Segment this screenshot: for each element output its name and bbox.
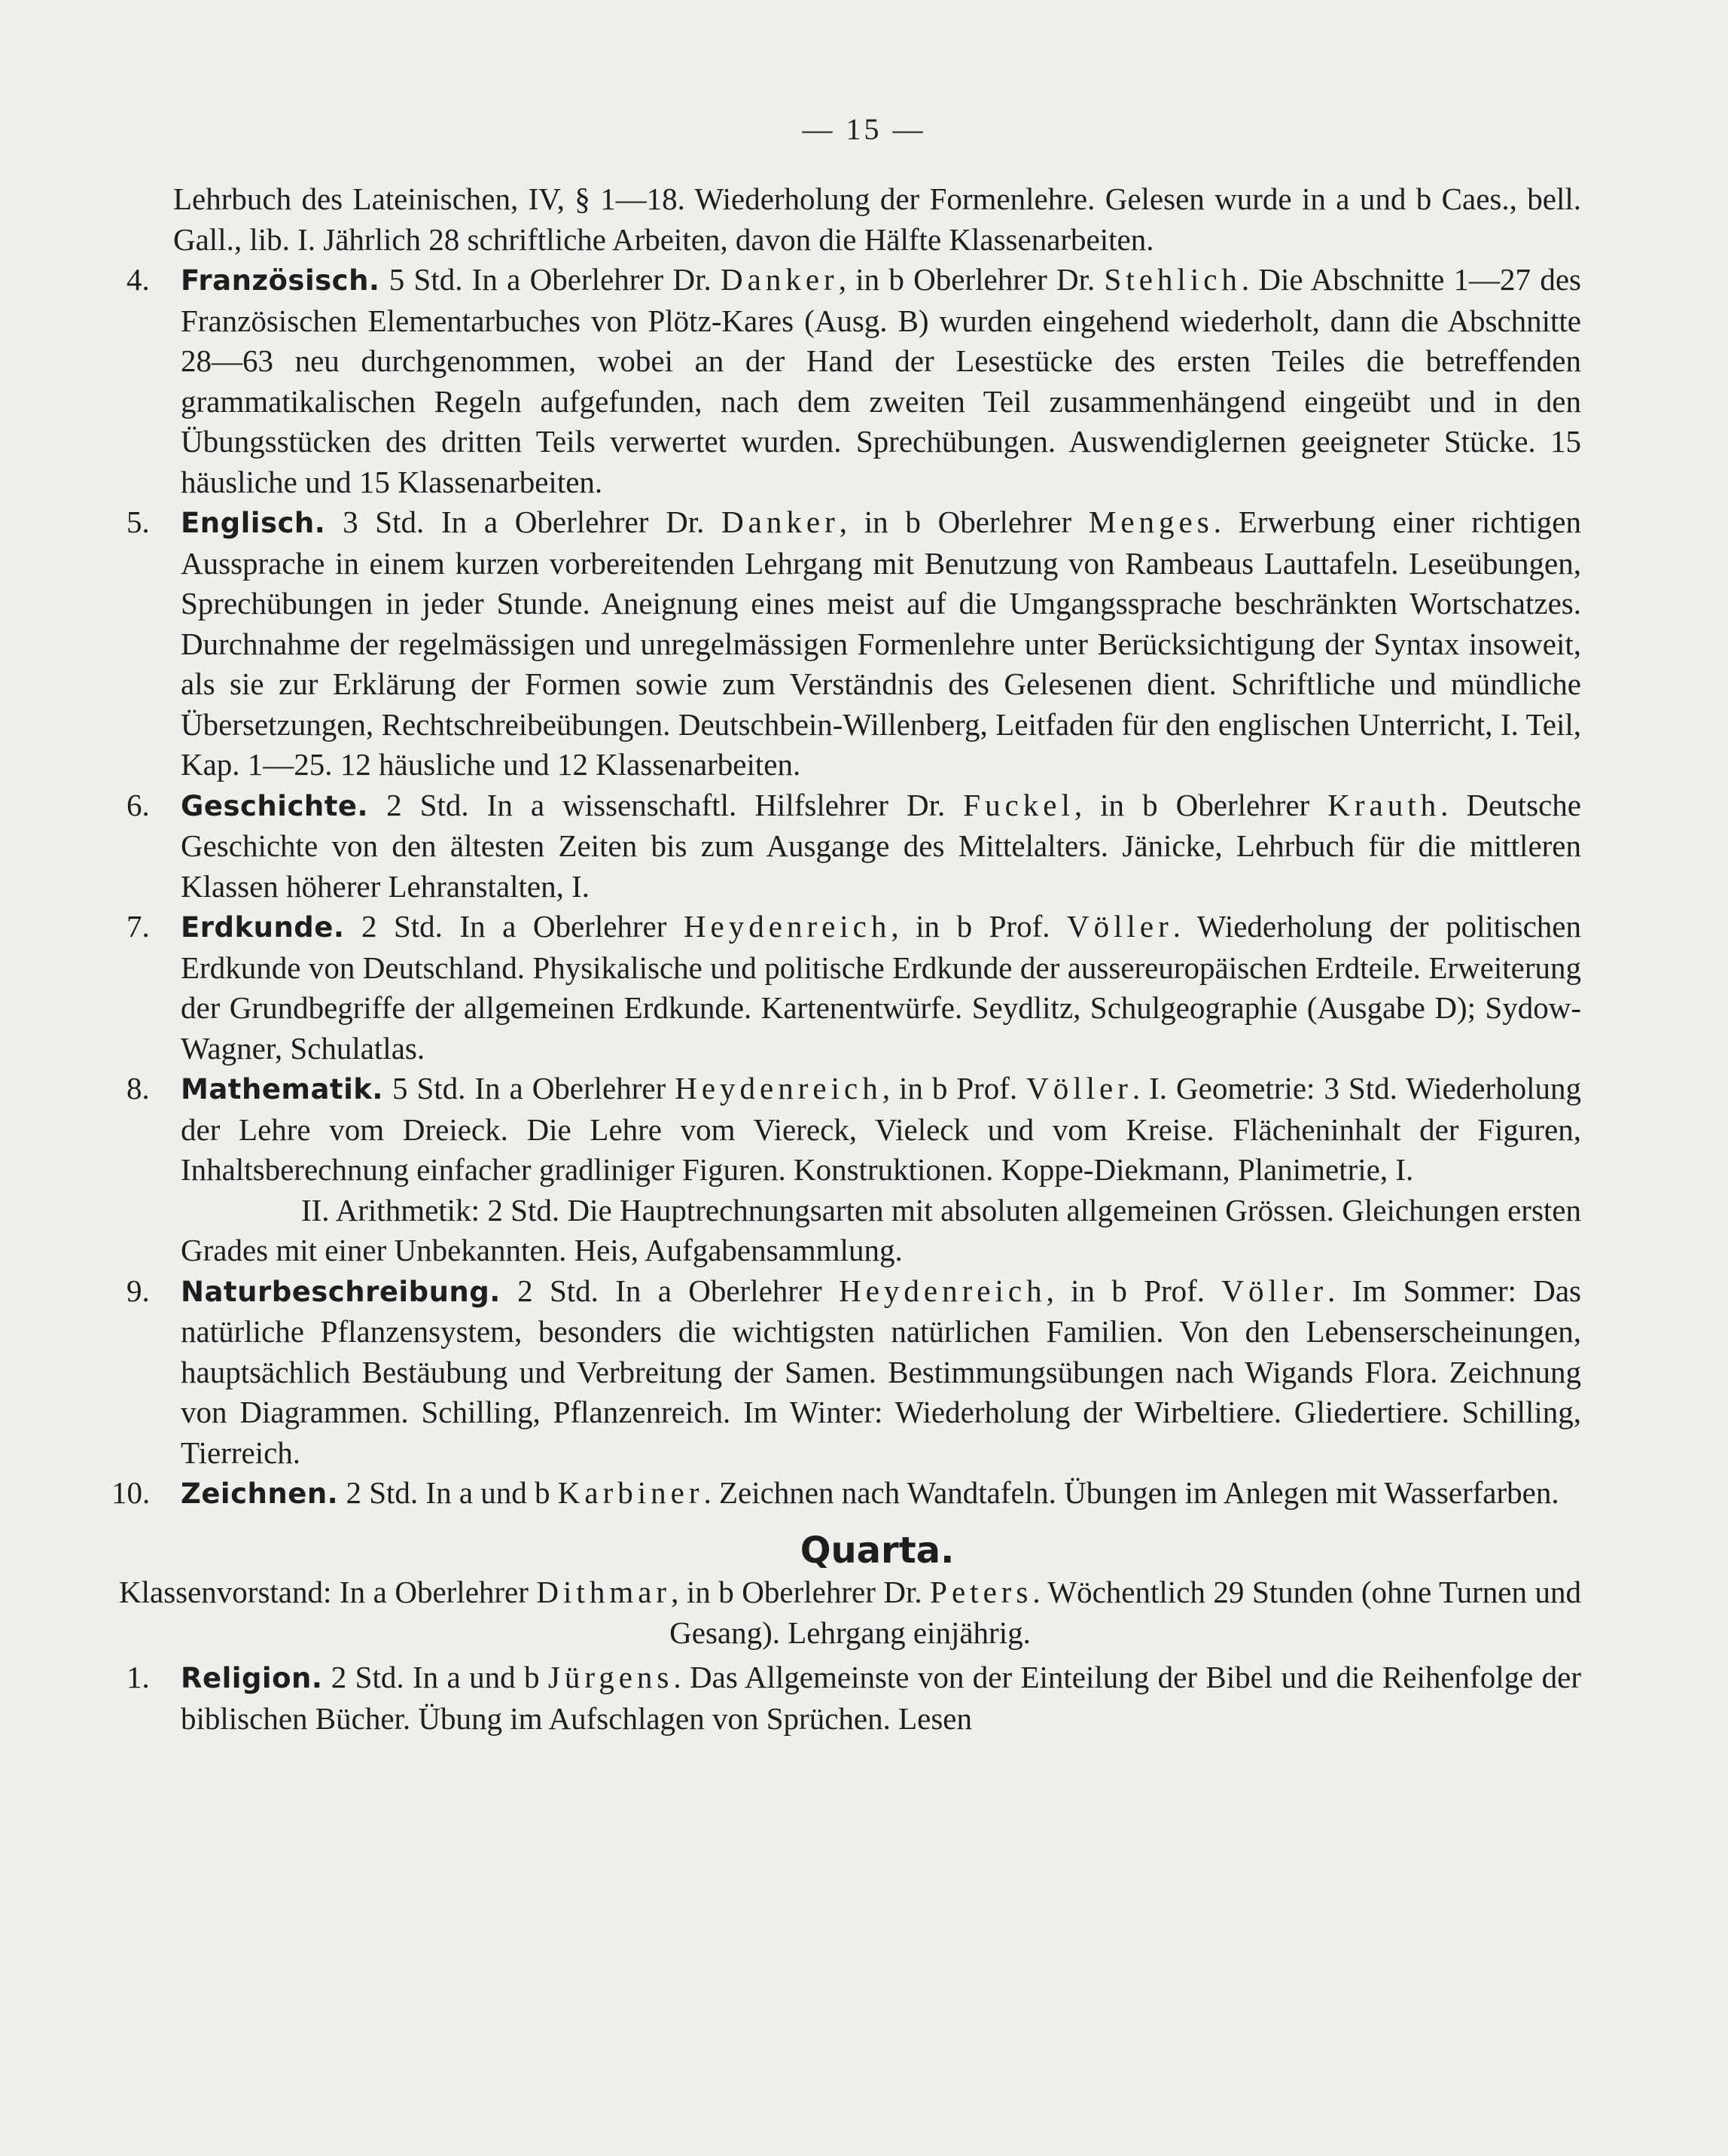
teacher-name: Völler	[1221, 1273, 1328, 1308]
teacher-name: Heydenreich	[675, 1071, 882, 1105]
item-text: 2 Std. In a und b	[322, 1660, 548, 1694]
teacher-name: Danker	[721, 505, 840, 539]
item-text: 2 Std. In a und b	[338, 1475, 558, 1510]
item-text: . Zeichnen nach Wandtafeln. Übungen im Anlegen mit Wasserfarben.	[703, 1475, 1559, 1510]
teacher-name: Jürgens	[547, 1660, 674, 1694]
teacher-name: Menges	[1088, 505, 1214, 539]
teacher-name: Völler	[1026, 1071, 1132, 1105]
subject-heading: Englisch.	[181, 507, 326, 539]
subject-heading: Geschichte.	[181, 789, 369, 822]
item-number: 5.	[126, 505, 150, 539]
teacher-name: Krauth	[1327, 787, 1441, 822]
page-number: — 15 —	[802, 112, 926, 146]
item-text: , in b Prof.	[882, 1071, 1027, 1105]
item-text: 5 Std. In a Oberlehrer Dr.	[379, 262, 721, 297]
item-text: , in b Oberlehrer Dr.	[838, 262, 1105, 297]
teacher-name: Völler	[1067, 909, 1173, 944]
item-text: . Im Sommer: Das natürliche Pflanzensystem, besonders die wichtigsten natürlichen Familien. Von den Lebenserscheinungen, hauptsächlich Bestäubung und Verbreitung der Samen. Bestimmungsübungen nach Wigands Flora. Zeichnung von Diagrammen. Schilling, Pflanzenreich. Im Winter: Wiederholung der Wirbeltiere. Gliedertiere. Schilling, Tierreich.	[181, 1273, 1581, 1470]
class-info	[119, 1572, 1581, 1653]
class-info-text: . Wöchentlich 29 Stunden (ohne Turnen und Gesang). Lehrgang einjährig.	[669, 1575, 1581, 1650]
teacher-name: Karbiner	[557, 1475, 704, 1510]
item-text: . I. Geometrie: 3 Std. Wiederholung der Lehre vom Dreieck. Die Lehre vom Viereck, Vieleck und vom Kreise. Flächeninhalt der Figuren, Inhaltsberechnung einfacher gradliniger Figuren. Konstruktionen. Koppe-Diekmann, Planimetrie, I.	[181, 1071, 1582, 1187]
item-number: 9.	[126, 1273, 150, 1308]
item-number: 7.	[126, 909, 150, 944]
subject-heading: Naturbeschreibung.	[181, 1275, 501, 1308]
list-item-zeichnen	[111, 1473, 1581, 1514]
teacher-name: Stehlich	[1104, 262, 1242, 297]
item-text: 3 Std. In a Oberlehrer Dr.	[325, 505, 722, 539]
item-text: , in b Oberlehrer	[1074, 787, 1328, 822]
class-info-text: Klassenvorstand: In a Oberlehrer	[119, 1575, 537, 1609]
item-text: 5 Std. In a Oberlehrer	[382, 1071, 675, 1105]
subject-heading: Französisch.	[181, 264, 380, 297]
item-number: 4.	[126, 262, 150, 297]
item-text: 2 Std. In a wissenschaftl. Hilfslehrer Dr.	[368, 787, 964, 822]
section-title: Quarta.	[800, 1529, 955, 1572]
teacher-name: Peters	[930, 1575, 1033, 1609]
subject-heading: Religion.	[181, 1662, 323, 1694]
list-item-mathematik	[126, 1069, 1582, 1191]
subject-heading: Erdkunde.	[181, 911, 345, 944]
page-body	[111, 179, 1582, 1739]
list-item-religion	[126, 1657, 1582, 1739]
teacher-name: Fuckel	[963, 787, 1074, 822]
arithmetik-paragraph: II. Arithmetik: 2 Std. Die Hauptrechnungsarten mit absoluten allgemeinen Grössen. Gleichungen ersten Grades mit einer Unbekannten. Heis, Aufgabensammlung.	[181, 1192, 1581, 1267]
intro-paragraph: Lehrbuch des Lateinischen, IV, § 1—18. Wiederholung der Formenlehre. Gelesen wurde in a und b Caes., bell. Gall., lib. I. Jährlich 28 schriftliche Arbeiten, davon die Hälfte Klassenarbeiten.	[173, 181, 1581, 257]
item-text: . Die Abschnitte 1—27 des Französischen Elementarbuches von Plötz-Kares (Ausg. B) wurden eingehend wiederholt, dann die Abschnitte 28—63 neu durchgenommen, wobei an der Hand der Lesestücke des ersten Teiles die betreffenden grammatikalischen Regeln aufgefunden, nach dem zweiten Teil zusammenhängend eingeübt und in den Übungsstücken des dritten Teils verwertet wurden. Sprechübungen. Auswendiglernen geeigneter Stücke. 15 häusliche und 15 Klassenarbeiten.	[181, 262, 1581, 499]
item-text: . Wiederholung der politischen Erdkunde von Deutschland. Physikalische und politische Erdkunde der aussereuropäischen Erdteile. Erweiterung der Grundbegriffe der allgemeinen Erdkunde. Kartenentwürfe. Seydlitz, Schulgeographie (Ausgabe D); Sydow-Wagner, Schulatlas.	[181, 909, 1581, 1066]
teacher-name: Heydenreich	[839, 1273, 1047, 1308]
list-item-geschichte	[126, 785, 1581, 907]
list-item-naturbeschreibung	[126, 1271, 1581, 1474]
item-text: 2 Std. In a Oberlehrer	[500, 1273, 840, 1308]
item-text: , in b Oberlehrer	[839, 505, 1089, 539]
item-text: , in b Prof.	[1046, 1273, 1222, 1308]
item-text: . Erwerbung einer richtigen Aussprache in einem kurzen vorbereitenden Lehrgang mit Benutzung von Rambeaus Lauttafeln. Leseübungen, Sprechübungen in jeder Stunde. Aneignung eines meist auf die Umgangssprache beschränkten Wortschatzes. Durchnahme der regelmässigen und unregelmässigen Formenlehre unter Berücksichtigung der Syntax insoweit, als sie zur Erklärung der Formen sowie zum Verständnis des Gelesenen dient. Schriftliche und mündliche Übersetzungen, Rechtschreibeübungen. Deutschbein-Willenberg, Leitfaden für den englischen Unterricht, I. Teil, Kap. 1—25. 12 häusliche und 12 Klassenarbeiten.	[181, 505, 1581, 782]
item-number: 8.	[126, 1071, 150, 1105]
item-number: 10.	[111, 1475, 151, 1510]
item-text: . Das Allgemeinste von der Einteilung der Bibel und die Reihenfolge der biblischen Bücher. Übung im Aufschlagen von Sprüchen. Lesen	[181, 1660, 1582, 1736]
item-number: 1.	[126, 1660, 150, 1694]
item-text: 2 Std. In a Oberlehrer	[344, 909, 684, 944]
list-item-franzoesisch	[126, 260, 1581, 502]
subject-heading: Zeichnen.	[181, 1477, 339, 1510]
teacher-name: Heydenreich	[683, 909, 891, 944]
teacher-name: Dithmar	[536, 1575, 672, 1609]
item-text: , in b Prof.	[891, 909, 1067, 944]
class-info-text: , in b Oberlehrer Dr.	[671, 1575, 931, 1609]
teacher-name: Danker	[721, 262, 839, 297]
item-text: . Deutsche Geschichte von den ältesten Zeiten bis zum Ausgange des Mittelalters. Jänicke, Lehrbuch für die mittleren Klassen höherer Lehranstalten, I.	[181, 787, 1581, 904]
list-item-englisch	[126, 502, 1581, 785]
list-item-erdkunde	[126, 907, 1581, 1069]
subject-heading: Mathematik.	[181, 1073, 383, 1105]
item-number: 6.	[126, 787, 150, 822]
